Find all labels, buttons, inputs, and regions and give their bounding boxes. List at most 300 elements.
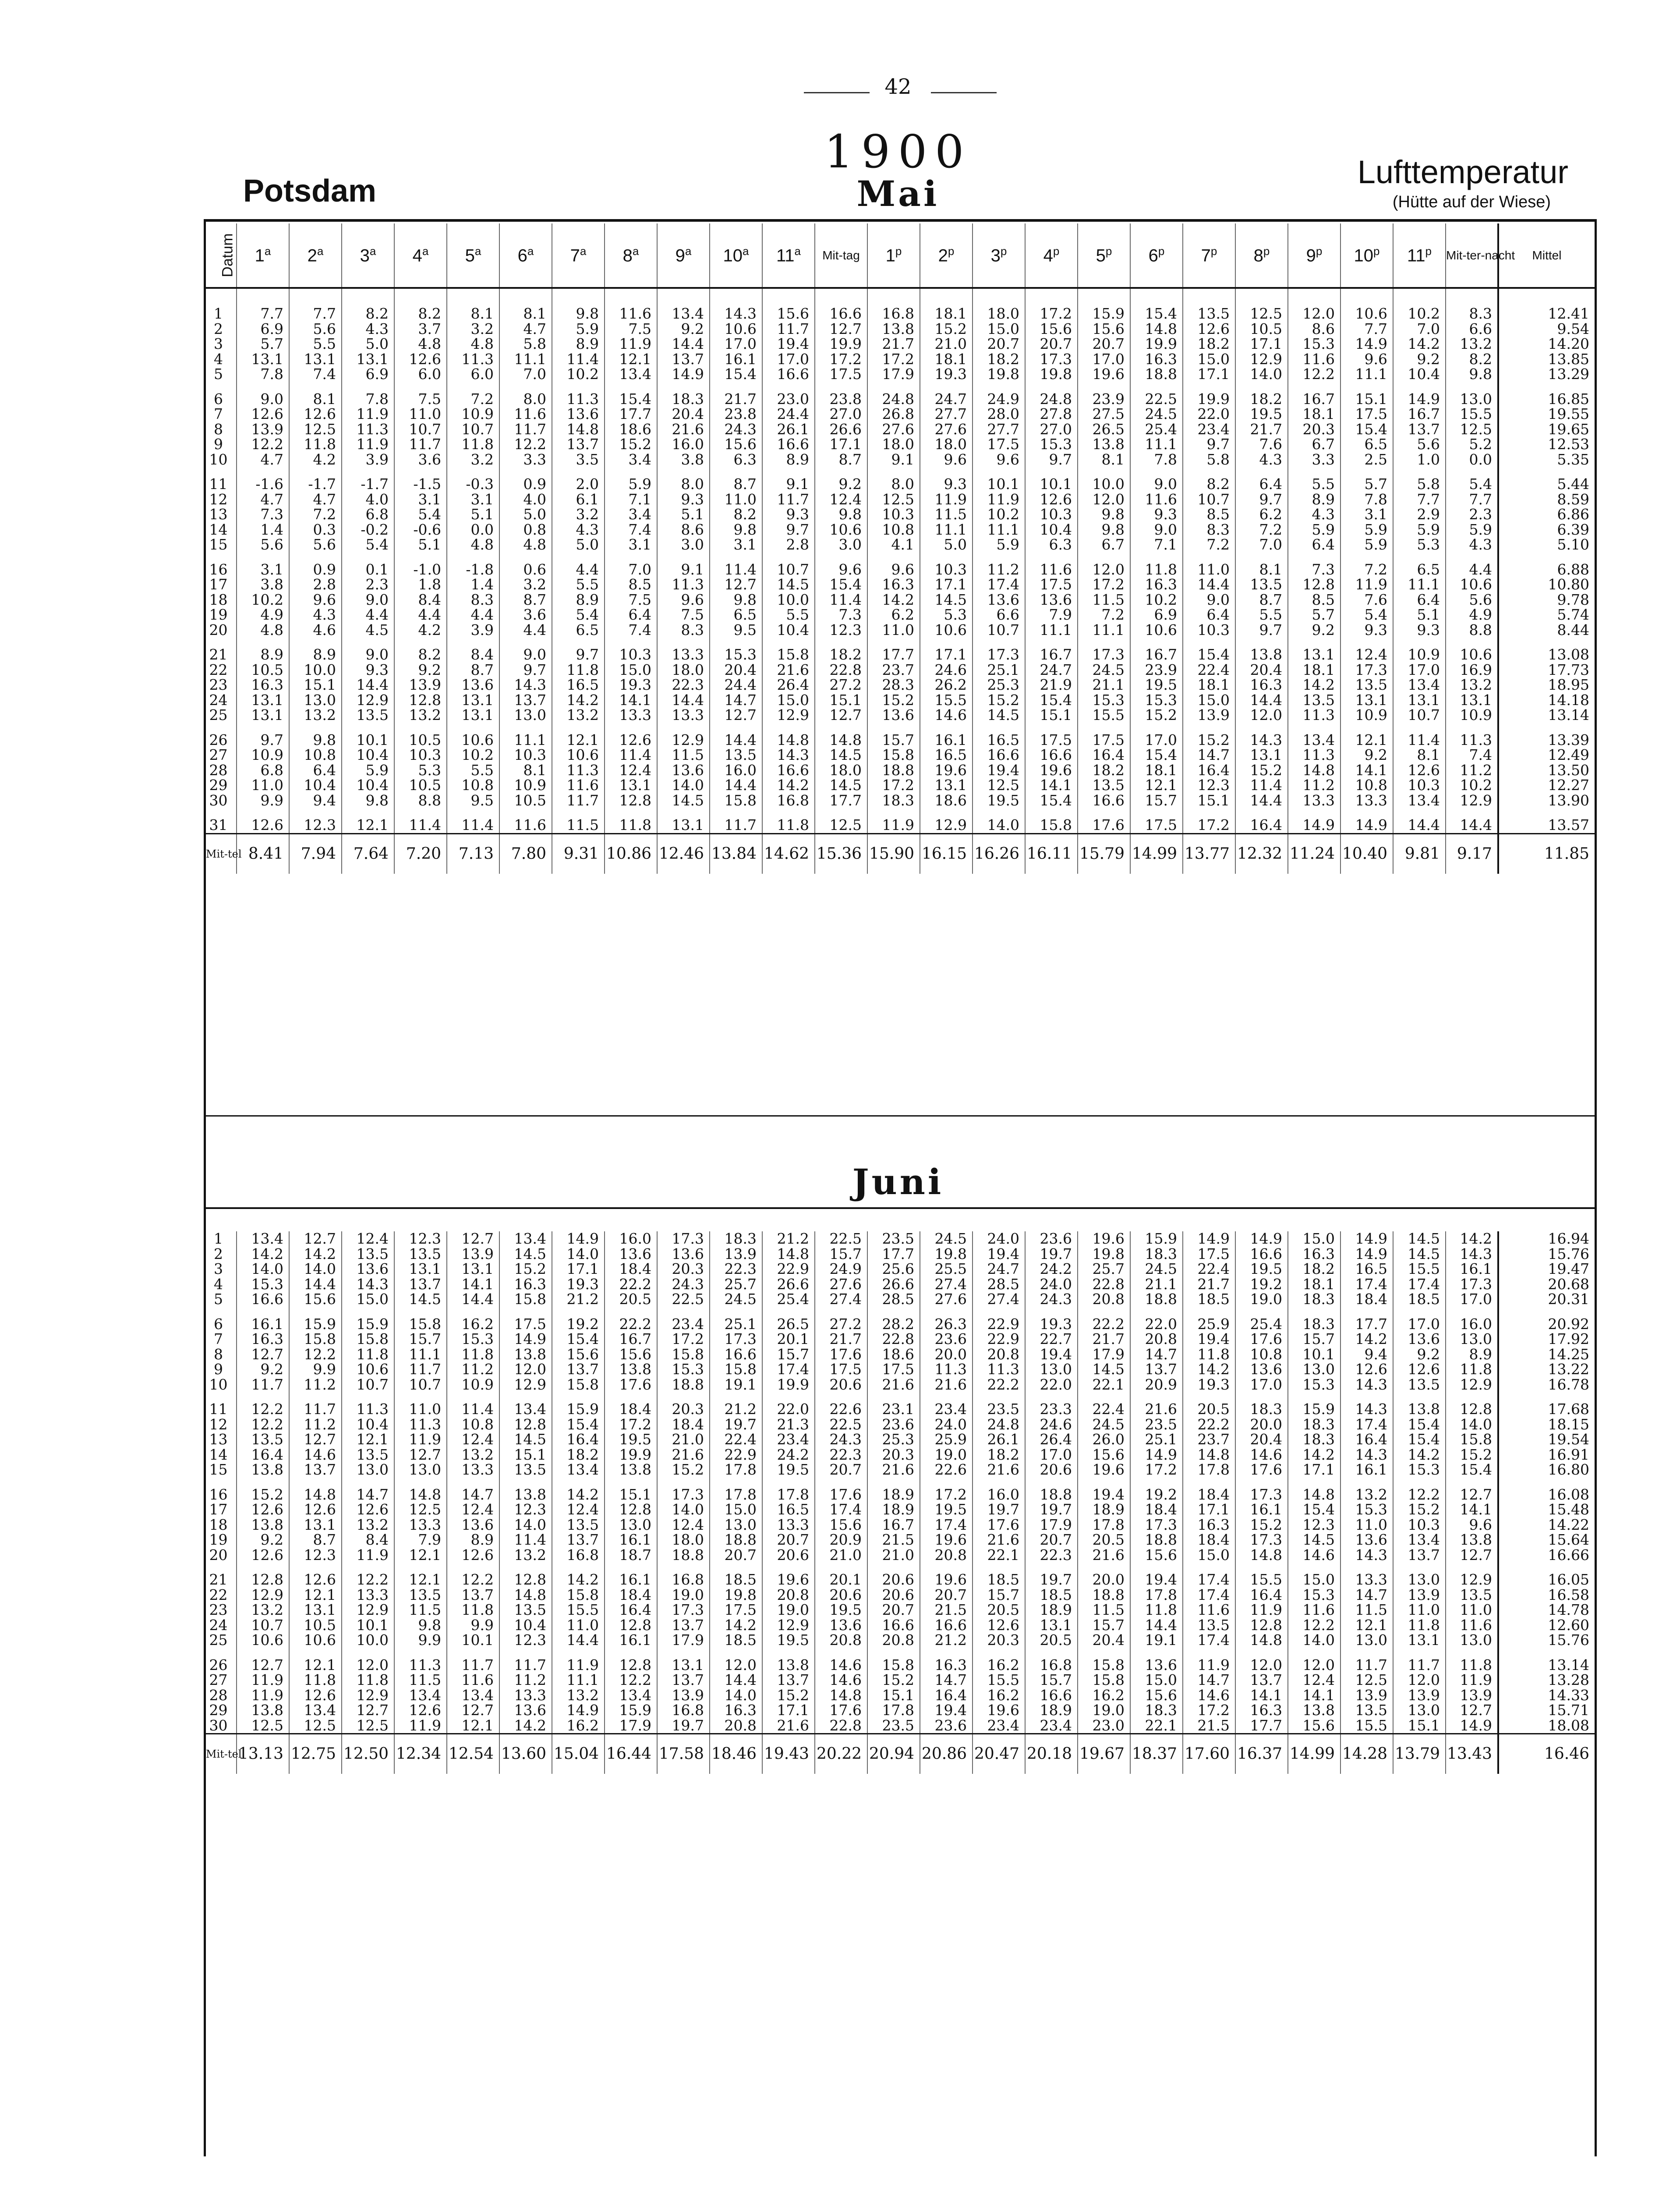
- temperature-cell: 13.6: [1130, 1648, 1183, 1673]
- temperature-cell: 18.1: [1288, 663, 1340, 678]
- temperature-cell: 17.2: [657, 1332, 710, 1347]
- temperature-cell: 15.3: [1288, 1377, 1340, 1393]
- temperature-cell: 3.0: [815, 537, 867, 553]
- temperature-cell: 5.3: [920, 607, 973, 623]
- temperature-cell: 22.1: [1130, 1718, 1183, 1734]
- temperature-cell: 25.6: [867, 1262, 920, 1277]
- temperature-cell: 10.9: [1340, 708, 1393, 723]
- temperature-cell: 26.4: [1025, 1432, 1078, 1447]
- temperature-cell: 13.2: [447, 1447, 499, 1463]
- table-row: [206, 1277, 1595, 1292]
- temperature-cell: 18.3: [657, 382, 710, 407]
- temperature-cell: 20.3: [973, 1633, 1025, 1648]
- temperature-cell: 14.2: [552, 1563, 605, 1588]
- temperature-cell: 11.3: [920, 1362, 973, 1377]
- temperature-cell: 10.7: [237, 1618, 289, 1633]
- temperature-cell: 18.9: [867, 1502, 920, 1517]
- temperature-cell: 13.2: [552, 708, 605, 723]
- temperature-cell: 4.4: [499, 623, 552, 638]
- temperature-cell: 8.9: [1446, 1347, 1498, 1362]
- temperature-cell: 26.5: [1078, 422, 1130, 437]
- temperature-cell: 7.5: [657, 607, 710, 623]
- temperature-cell: 8.7: [289, 1532, 342, 1548]
- temperature-cell: 14.4: [1393, 808, 1446, 833]
- temperature-cell: 11.3: [552, 763, 605, 778]
- temperature-cell: 20.3: [657, 1392, 710, 1417]
- table-row: [206, 1502, 1595, 1517]
- temperature-cell: 14.0: [1288, 1633, 1340, 1648]
- day-number: 11: [209, 475, 228, 493]
- temperature-cell: 15.3: [1130, 693, 1183, 708]
- temperature-cell: 16.7: [1130, 638, 1183, 663]
- temperature-cell: 4.7: [499, 322, 552, 337]
- temperature-cell: 23.6: [1025, 1231, 1078, 1247]
- temperature-cell: 18.8: [1130, 1292, 1183, 1307]
- temperature-cell: 9.8: [552, 288, 605, 322]
- temperature-cell: 16.3: [1235, 677, 1288, 693]
- temperature-cell: 22.2: [1183, 1417, 1235, 1432]
- temperature-cell: 8.59: [1498, 492, 1595, 507]
- temperature-cell: 11.0: [394, 407, 447, 422]
- temperature-cell: 16.6: [867, 1618, 920, 1633]
- temperature-cell: 18.3: [1288, 1292, 1340, 1307]
- temperature-cell: 23.4: [920, 1392, 973, 1417]
- table-row: [206, 467, 1595, 492]
- temperature-cell: 14.3: [762, 748, 815, 763]
- temperature-cell: 12.5: [1340, 1673, 1393, 1688]
- temperature-cell: 13.7: [1235, 1673, 1288, 1688]
- temperature-cell: 25.3: [973, 677, 1025, 693]
- temperature-cell: 19.55: [1498, 407, 1595, 422]
- temperature-cell: 17.0: [1130, 723, 1183, 748]
- temperature-cell: 12.4: [447, 1502, 499, 1517]
- temperature-cell: 15.2: [1235, 763, 1288, 778]
- temperature-cell: 15.8: [1446, 1432, 1498, 1447]
- temperature-cell: 8.9: [237, 638, 289, 663]
- temperature-cell: 14.5: [762, 577, 815, 592]
- temperature-cell: 15.1: [499, 1447, 552, 1463]
- temperature-cell: 25.9: [920, 1432, 973, 1447]
- day-number: 4: [214, 1275, 223, 1293]
- temperature-cell: 15.8: [499, 1292, 552, 1307]
- temperature-cell: 4.6: [289, 623, 342, 638]
- temperature-cell: 3.7: [394, 322, 447, 337]
- temperature-cell: -1.7: [289, 467, 342, 492]
- mean-cell: 16.37: [1235, 1734, 1288, 1774]
- temperature-cell: 13.8: [605, 1462, 657, 1478]
- temperature-cell: 15.4: [605, 382, 657, 407]
- temperature-cell: 6.5: [1393, 553, 1446, 578]
- temperature-cell: 10.8: [1340, 778, 1393, 793]
- temperature-cell: 17.4: [762, 1362, 815, 1377]
- temperature-cell: 13.5: [394, 1247, 447, 1262]
- temperature-cell: 5.4: [1340, 607, 1393, 623]
- temperature-cell: 12.7: [447, 1231, 499, 1247]
- temperature-cell: 14.2: [1288, 677, 1340, 693]
- temperature-cell: 20.4: [1235, 663, 1288, 678]
- temperature-cell: 15.5: [973, 1673, 1025, 1688]
- temperature-cell: 22.0: [1025, 1377, 1078, 1393]
- temperature-cell: 11.0: [552, 1618, 605, 1633]
- temperature-cell: 11.9: [237, 1673, 289, 1688]
- temperature-cell: 22.1: [1078, 1377, 1130, 1393]
- temperature-cell: 21.7: [867, 337, 920, 352]
- temperature-cell: 8.5: [605, 577, 657, 592]
- temperature-cell: 17.7: [867, 1247, 920, 1262]
- temperature-cell: 2.5: [1340, 452, 1393, 468]
- temperature-cell: 13.8: [1393, 1392, 1446, 1417]
- mean-cell: 9.31: [552, 833, 605, 874]
- temperature-cell: 15.2: [1130, 708, 1183, 723]
- temperature-cell: 18.8: [1130, 1532, 1183, 1548]
- temperature-cell: 21.5: [1183, 1718, 1235, 1734]
- day-number: 18: [209, 1516, 228, 1533]
- temperature-cell: 7.7: [1446, 492, 1498, 507]
- temperature-cell: 8.9: [447, 1532, 499, 1548]
- temperature-cell: 15.4: [815, 577, 867, 592]
- temperature-cell: 17.4: [1340, 1277, 1393, 1292]
- temperature-cell: 16.5: [762, 1502, 815, 1517]
- temperature-cell: 22.9: [973, 1307, 1025, 1332]
- temperature-cell: 4.8: [499, 537, 552, 553]
- temperature-cell: 13.3: [499, 1688, 552, 1703]
- temperature-cell: 17.5: [1025, 577, 1078, 592]
- temperature-cell: 13.6: [552, 407, 605, 422]
- temperature-cell: 9.0: [237, 382, 289, 407]
- temperature-cell: 13.8: [605, 1362, 657, 1377]
- temperature-cell: 21.1: [1078, 677, 1130, 693]
- day-number: 20: [209, 1546, 228, 1563]
- temperature-cell: 13.8: [237, 1462, 289, 1478]
- temperature-cell: 11.8: [552, 663, 605, 678]
- temperature-cell: 17.6: [1235, 1332, 1288, 1347]
- temperature-cell: 19.5: [1130, 677, 1183, 693]
- temperature-cell: 10.3: [499, 748, 552, 763]
- temperature-cell: 14.2: [710, 1618, 762, 1633]
- table-row: [206, 793, 1595, 808]
- temperature-cell: 10.9: [499, 778, 552, 793]
- temperature-cell: 4.2: [289, 452, 342, 468]
- temperature-cell: 20.1: [815, 1563, 867, 1588]
- temperature-cell: 14.2: [1393, 1447, 1446, 1463]
- temperature-cell: 16.4: [920, 1688, 973, 1703]
- temperature-cell: 22.9: [710, 1447, 762, 1463]
- temperature-cell: 10.4: [762, 623, 815, 638]
- temperature-cell: 10.6: [342, 1362, 394, 1377]
- table-row: [206, 1478, 1595, 1503]
- temperature-cell: 26.1: [762, 422, 815, 437]
- temperature-cell: 14.8: [289, 1478, 342, 1503]
- mean-cell: 13.84: [710, 833, 762, 874]
- day-number: 14: [209, 521, 228, 538]
- temperature-cell: 11.3: [394, 1648, 447, 1673]
- temperature-cell: 20.8: [973, 1347, 1025, 1362]
- temperature-cell: 19.9: [762, 1377, 815, 1393]
- temperature-cell: 14.5: [1288, 1532, 1340, 1548]
- temperature-cell: 5.7: [1340, 467, 1393, 492]
- temperature-cell: 4.8: [447, 537, 499, 553]
- temperature-cell: 11.4: [710, 553, 762, 578]
- temperature-cell: 12.6: [237, 1502, 289, 1517]
- temperature-cell: 13.6: [867, 708, 920, 723]
- temperature-cell: 17.0: [710, 337, 762, 352]
- temperature-cell: 3.6: [394, 452, 447, 468]
- temperature-cell: 12.7: [237, 1347, 289, 1362]
- temperature-cell: 9.6: [1446, 1517, 1498, 1533]
- temperature-cell: 9.7: [1235, 492, 1288, 507]
- temperature-cell: 3.2: [447, 322, 499, 337]
- temperature-cell: 12.41: [1498, 288, 1595, 322]
- temperature-cell: 10.9: [1446, 708, 1498, 723]
- temperature-cell: 16.4: [1078, 748, 1130, 763]
- temperature-cell: 20.7: [1025, 337, 1078, 352]
- temperature-cell: 5.5: [1235, 607, 1288, 623]
- temperature-cell: 13.1: [1235, 748, 1288, 763]
- temperature-cell: 23.5: [973, 1392, 1025, 1417]
- temperature-cell: 8.6: [657, 522, 710, 538]
- temperature-cell: 9.0: [1130, 467, 1183, 492]
- temperature-cell: 16.5: [920, 748, 973, 763]
- temperature-cell: 20.9: [1130, 1377, 1183, 1393]
- temperature-cell: 15.2: [1393, 1502, 1446, 1517]
- temperature-cell: 18.0: [973, 288, 1025, 322]
- temperature-cell: 18.2: [1288, 1262, 1340, 1277]
- temperature-cell: 15.5: [920, 693, 973, 708]
- temperature-cell: 12.1: [289, 1588, 342, 1603]
- temperature-cell: 6.4: [605, 607, 657, 623]
- temperature-cell: 19.8: [1025, 367, 1078, 382]
- temperature-cell: 12.1: [394, 1563, 447, 1588]
- temperature-cell: 9.8: [1078, 522, 1130, 538]
- temperature-cell: 8.9: [1288, 492, 1340, 507]
- temperature-cell: 9.0: [342, 638, 394, 663]
- mean-row: [206, 833, 1595, 874]
- temperature-cell: 1.4: [237, 522, 289, 538]
- temperature-cell: 14.3: [1446, 1247, 1498, 1262]
- temperature-cell: 2.3: [342, 577, 394, 592]
- temperature-cell: 11.8: [1130, 553, 1183, 578]
- mean-cell: 20.18: [1025, 1734, 1078, 1774]
- temperature-cell: 10.2: [1446, 778, 1498, 793]
- temperature-cell: 11.3: [342, 422, 394, 437]
- temperature-cell: 18.6: [867, 1347, 920, 1362]
- temperature-cell: 19.5: [815, 1602, 867, 1618]
- temperature-cell: 5.0: [552, 537, 605, 553]
- temperature-cell: 11.8: [447, 1347, 499, 1362]
- temperature-cell: 16.3: [1130, 577, 1183, 592]
- temperature-cell: 13.9: [1340, 1688, 1393, 1703]
- header-cell: 4$^a$: [394, 223, 447, 288]
- table-row: [206, 1588, 1595, 1603]
- temperature-cell: 22.0: [762, 1392, 815, 1417]
- table-row: [206, 1292, 1595, 1307]
- temperature-cell: 4.2: [394, 623, 447, 638]
- temperature-cell: 18.4: [1183, 1478, 1235, 1503]
- temperature-cell: 21.6: [920, 1377, 973, 1393]
- temperature-cell: 14.5: [1393, 1247, 1446, 1262]
- temperature-cell: 4.8: [237, 623, 289, 638]
- temperature-cell: 14.6: [1183, 1688, 1235, 1703]
- temperature-cell: 16.8: [657, 1703, 710, 1718]
- temperature-cell: 12.9: [1446, 1377, 1498, 1393]
- temperature-cell: 17.6: [973, 1517, 1025, 1533]
- temperature-cell: 20.0: [1235, 1417, 1288, 1432]
- header-cell: Mit-tag: [815, 223, 867, 288]
- temperature-cell: 11.1: [1393, 577, 1446, 592]
- temperature-cell: 15.0: [605, 663, 657, 678]
- temperature-cell: 23.0: [1078, 1718, 1130, 1734]
- temperature-cell: 13.0: [289, 693, 342, 708]
- day-number: 16: [209, 560, 228, 578]
- day-number: 15: [209, 1461, 228, 1478]
- temperature-cell: 22.4: [1183, 1262, 1235, 1277]
- temperature-cell: 17.0: [1025, 1447, 1078, 1463]
- temperature-cell: 13.7: [289, 1462, 342, 1478]
- temperature-cell: 11.7: [1393, 1648, 1446, 1673]
- temperature-cell: 12.4: [1340, 638, 1393, 663]
- temperature-cell: 14.3: [1340, 1377, 1393, 1393]
- temperature-cell: 12.9: [237, 1588, 289, 1603]
- temperature-cell: 14.3: [1340, 1548, 1393, 1563]
- temperature-cell: -1.7: [342, 467, 394, 492]
- mean-cell: 8.41: [237, 833, 289, 874]
- temperature-cell: 18.4: [1130, 1502, 1183, 1517]
- temperature-cell: 14.2: [289, 1247, 342, 1262]
- temperature-cell: 22.0: [1130, 1307, 1183, 1332]
- temperature-cell: 26.4: [762, 677, 815, 693]
- temperature-cell: 14.6: [1288, 1548, 1340, 1563]
- temperature-cell: 13.5: [237, 1432, 289, 1447]
- temperature-cell: 15.6: [1130, 1548, 1183, 1563]
- temperature-cell: 13.4: [552, 1462, 605, 1478]
- day-number: 23: [209, 1601, 228, 1619]
- temperature-cell: 8.7: [815, 452, 867, 468]
- table-row: [206, 677, 1595, 693]
- temperature-cell: 10.6: [552, 748, 605, 763]
- temperature-cell: 15.0: [1288, 1231, 1340, 1247]
- temperature-cell: 18.0: [920, 437, 973, 452]
- temperature-cell: 19.4: [762, 337, 815, 352]
- temperature-cell: 8.9: [552, 592, 605, 608]
- temperature-cell: 11.9: [1183, 1648, 1235, 1673]
- temperature-cell: 15.3: [447, 1332, 499, 1347]
- temperature-cell: 12.5: [1446, 422, 1498, 437]
- temperature-cell: 12.6: [1183, 322, 1235, 337]
- temperature-cell: 17.9: [605, 1718, 657, 1734]
- temperature-cell: 24.5: [920, 1231, 973, 1247]
- temperature-cell: 21.7: [710, 382, 762, 407]
- temperature-cell: 15.6: [605, 1347, 657, 1362]
- temperature-cell: 13.4: [499, 1392, 552, 1417]
- temperature-cell: 13.8: [867, 322, 920, 337]
- temperature-cell: 27.6: [867, 422, 920, 437]
- temperature-cell: 19.4: [1025, 1347, 1078, 1362]
- temperature-cell: 18.2: [973, 1447, 1025, 1463]
- temperature-cell: 10.2: [1130, 592, 1183, 608]
- temperature-cell: 13.3: [394, 1517, 447, 1533]
- day-number: 16: [209, 1485, 228, 1503]
- temperature-cell: 14.22: [1498, 1517, 1595, 1533]
- temperature-cell: 22.5: [1130, 382, 1183, 407]
- table-row: [206, 1231, 1595, 1247]
- day-number: 23: [209, 676, 228, 694]
- temperature-cell: 11.3: [1446, 723, 1498, 748]
- temperature-cell: 20.6: [867, 1563, 920, 1588]
- temperature-cell: 16.0: [657, 437, 710, 452]
- temperature-cell: 11.6: [552, 778, 605, 793]
- temperature-cell: 13.7: [657, 352, 710, 367]
- temperature-cell: 19.5: [973, 793, 1025, 808]
- temperature-cell: 15.0: [1288, 1563, 1340, 1588]
- temperature-cell: 8.7: [499, 592, 552, 608]
- temperature-cell: 13.2: [1446, 677, 1498, 693]
- temperature-cell: 7.9: [394, 1532, 447, 1548]
- temperature-cell: 13.1: [237, 708, 289, 723]
- temperature-cell: 19.1: [710, 1377, 762, 1393]
- temperature-cell: 12.7: [1446, 1548, 1498, 1563]
- temperature-cell: 16.6: [237, 1292, 289, 1307]
- temperature-cell: 5.9: [1340, 537, 1393, 553]
- temperature-cell: 7.4: [605, 623, 657, 638]
- temperature-cell: 11.9: [1340, 577, 1393, 592]
- temperature-cell: 12.6: [237, 1548, 289, 1563]
- temperature-cell: 19.9: [1130, 337, 1183, 352]
- temperature-cell: 13.2: [289, 708, 342, 723]
- day-number: 29: [209, 1702, 228, 1719]
- temperature-cell: 4.7: [289, 492, 342, 507]
- temperature-cell: 13.7: [657, 1673, 710, 1688]
- temperature-cell: 10.3: [920, 553, 973, 578]
- temperature-cell: 23.8: [815, 382, 867, 407]
- temperature-cell: 13.2: [552, 1688, 605, 1703]
- temperature-cell: 9.8: [710, 522, 762, 538]
- temperature-cell: 17.8: [762, 1478, 815, 1503]
- temperature-cell: 12.0: [1393, 1673, 1446, 1688]
- temperature-cell: 11.5: [1078, 1602, 1130, 1618]
- day-number: 26: [209, 731, 228, 748]
- temperature-cell: 18.9: [1025, 1602, 1078, 1618]
- temperature-cell: 17.4: [815, 1502, 867, 1517]
- temperature-cell: 17.5: [973, 437, 1025, 452]
- temperature-cell: 5.6: [289, 537, 342, 553]
- temperature-cell: 13.9: [657, 1688, 710, 1703]
- temperature-cell: 10.7: [394, 422, 447, 437]
- temperature-cell: 16.7: [605, 1332, 657, 1347]
- temperature-cell: 28.0: [973, 407, 1025, 422]
- day-number: 6: [214, 1315, 223, 1333]
- temperature-cell: 6.0: [447, 367, 499, 382]
- temperature-cell: 20.7: [710, 1548, 762, 1563]
- temperature-cell: 25.3: [867, 1432, 920, 1447]
- temperature-cell: 12.4: [605, 763, 657, 778]
- temperature-cell: 12.6: [237, 808, 289, 833]
- temperature-cell: 13.6: [447, 1517, 499, 1533]
- temperature-cell: 11.9: [342, 1548, 394, 1563]
- temperature-cell: 17.2: [920, 1478, 973, 1503]
- temperature-cell: 25.7: [1078, 1262, 1130, 1277]
- temperature-cell: 13.6: [1235, 1362, 1288, 1377]
- temperature-cell: 17.5: [1183, 1247, 1235, 1262]
- temperature-cell: 20.9: [815, 1532, 867, 1548]
- temperature-cell: 14.8: [552, 422, 605, 437]
- day-number: 13: [209, 1431, 228, 1448]
- temperature-cell: 20.7: [1025, 1532, 1078, 1548]
- temperature-cell: 11.4: [394, 808, 447, 833]
- temperature-cell: 22.2: [605, 1307, 657, 1332]
- day-number: 3: [214, 335, 223, 353]
- temperature-cell: 19.8: [920, 1247, 973, 1262]
- mean-cell: 11.85: [1498, 833, 1595, 874]
